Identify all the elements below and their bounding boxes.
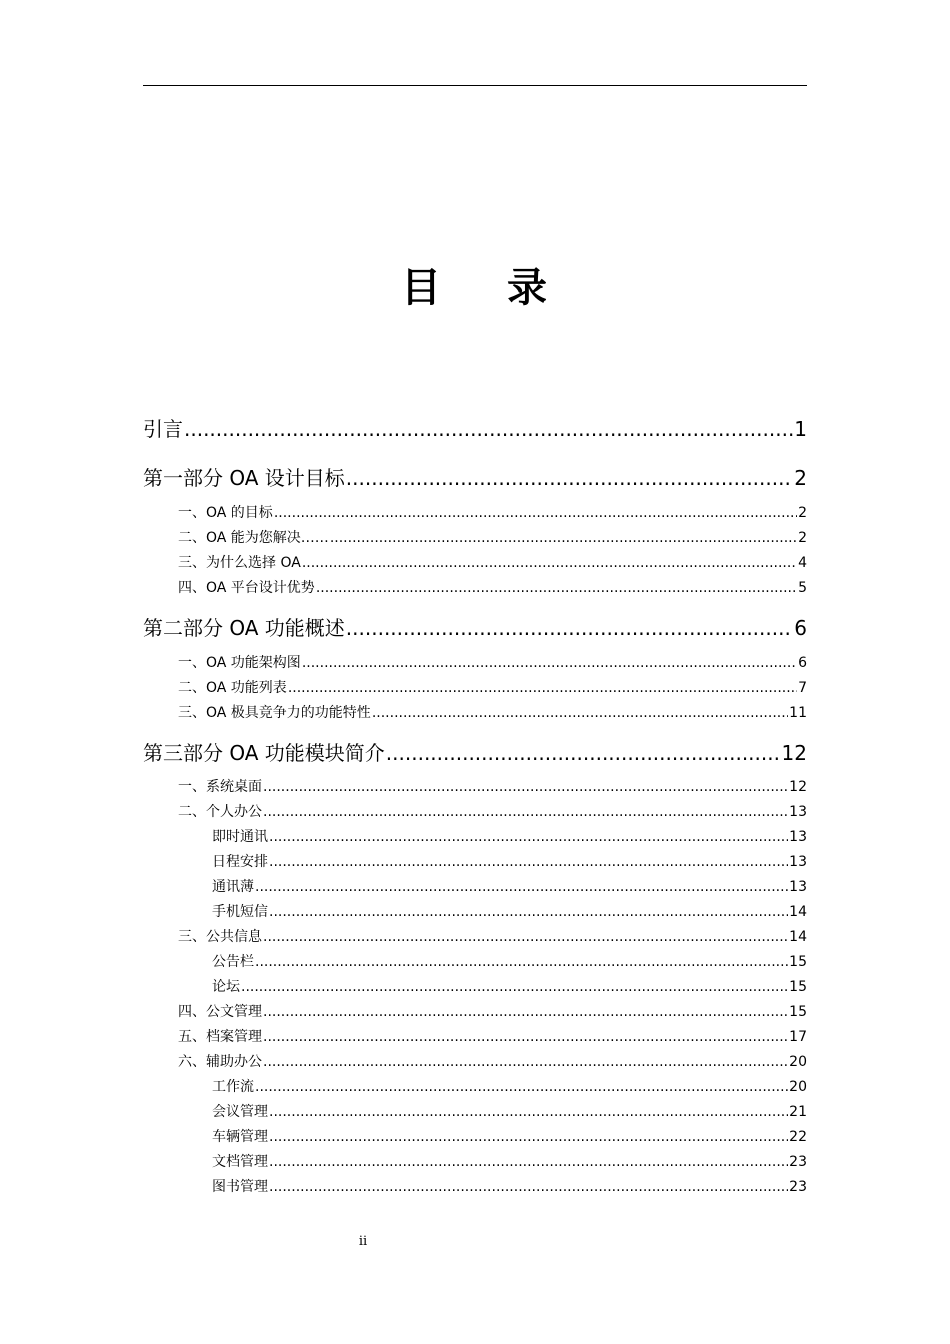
toc-entry-label: 三、为什么选择 OA xyxy=(178,555,301,571)
toc-entry[interactable] xyxy=(212,951,807,971)
dot-leader xyxy=(263,779,788,795)
toc-entry[interactable] xyxy=(178,776,807,796)
toc-entry-page-number: 20 xyxy=(789,1054,807,1070)
toc-entry-page-number: 14 xyxy=(789,929,807,945)
toc-entry[interactable] xyxy=(143,462,807,491)
toc-entry[interactable] xyxy=(178,652,807,672)
toc-entry-label: 三、公共信息 xyxy=(178,929,262,945)
toc-entry-label: 第三部分 OA 功能模块简介 xyxy=(143,741,385,765)
dot-leader xyxy=(184,417,793,441)
dot-leader xyxy=(263,929,788,945)
dot-leader xyxy=(386,741,781,765)
toc-entry[interactable] xyxy=(212,901,807,921)
toc-entry-page-number: 6 xyxy=(798,655,807,671)
toc-entry-label: 通讯薄 xyxy=(212,879,254,895)
toc-entry-label: 五、档案管理 xyxy=(178,1029,262,1045)
dot-leader xyxy=(255,954,788,970)
page-number: ii xyxy=(358,1234,368,1249)
dot-leader xyxy=(269,1154,788,1170)
toc-entry-label: 车辆管理 xyxy=(212,1129,268,1145)
toc-entry-page-number: 2 xyxy=(798,505,807,521)
toc-entry[interactable] xyxy=(178,552,807,572)
toc-entry-page-number: 22 xyxy=(789,1129,807,1145)
toc-entry-page-number: 23 xyxy=(789,1179,807,1195)
toc-entry[interactable] xyxy=(143,612,807,641)
toc-entry-label: 一、系统桌面 xyxy=(178,779,262,795)
toc-entry-label: 公告栏 xyxy=(212,954,254,970)
dot-leader xyxy=(274,505,797,521)
toc-entry[interactable] xyxy=(212,826,807,846)
dot-leader xyxy=(330,530,797,546)
toc-entry[interactable] xyxy=(212,1126,807,1146)
title-char-2: 录 xyxy=(507,265,549,311)
toc-entry-label: 一、OA 的目标 xyxy=(178,505,273,521)
dot-leader xyxy=(269,904,788,920)
toc-entry-label: 六、辅助办公 xyxy=(178,1054,262,1070)
dot-leader xyxy=(263,1029,788,1045)
toc-entry[interactable] xyxy=(178,502,807,522)
toc-entry-page-number: 2 xyxy=(794,466,807,490)
toc-entry-page-number: 15 xyxy=(789,954,807,970)
toc-entry-page-number: 2 xyxy=(798,530,807,546)
toc-entry-label: 二、个人办公 xyxy=(178,804,262,820)
dot-leader xyxy=(288,680,797,696)
toc-entry-label: 工作流 xyxy=(212,1079,254,1095)
toc-entry-page-number: 1 xyxy=(794,417,807,441)
toc-entry-label: 引言 xyxy=(143,417,183,441)
toc-entry[interactable] xyxy=(178,702,807,722)
toc-entry-page-number: 7 xyxy=(798,680,807,696)
toc-entry-page-number: 20 xyxy=(789,1079,807,1095)
toc-entry-label: 会议管理 xyxy=(212,1104,268,1120)
toc-entry[interactable] xyxy=(212,1176,807,1196)
toc-entry-page-number: 17 xyxy=(789,1029,807,1045)
toc-entry-label: 一、OA 功能架构图 xyxy=(178,655,301,671)
toc-entry[interactable] xyxy=(178,1026,807,1046)
dot-leader xyxy=(316,580,797,596)
dot-leader xyxy=(302,555,797,571)
dot-leader xyxy=(269,1129,788,1145)
toc-entry-page-number: 21 xyxy=(789,1104,807,1120)
dot-leader xyxy=(269,1104,788,1120)
header-rule xyxy=(143,85,807,86)
dot-leader xyxy=(263,1054,788,1070)
toc-entry-page-number: 5 xyxy=(798,580,807,596)
toc-entry[interactable] xyxy=(178,801,807,821)
title-char-1: 目 xyxy=(401,265,443,311)
toc-entry-page-number: 13 xyxy=(789,829,807,845)
page-title xyxy=(0,256,950,313)
toc-entry[interactable] xyxy=(212,1076,807,1096)
toc-entry-page-number: 15 xyxy=(789,979,807,995)
toc-entry[interactable] xyxy=(143,413,807,442)
toc-entry-label: 即时通讯 xyxy=(212,829,268,845)
dot-leader xyxy=(269,854,788,870)
toc-entry-label: 第一部分 OA 设计目标 xyxy=(143,466,345,490)
toc-entry-page-number: 12 xyxy=(781,741,807,765)
toc-entry-label: 二、OA 功能列表 xyxy=(178,680,287,696)
toc-entry-page-number: 23 xyxy=(789,1154,807,1170)
toc-entry[interactable] xyxy=(178,1001,807,1021)
toc-entry-label: 日程安排 xyxy=(212,854,268,870)
toc-entry-label: 四、OA 平台设计优势 xyxy=(178,580,315,596)
toc-entry-label: 手机短信 xyxy=(212,904,268,920)
toc-entry-page-number: 11 xyxy=(789,705,807,721)
toc-entry-page-number: 12 xyxy=(789,779,807,795)
toc-entry-label: 图书管理 xyxy=(212,1179,268,1195)
dot-leader xyxy=(269,829,788,845)
toc-entry[interactable] xyxy=(178,677,807,697)
dot-leader xyxy=(302,655,797,671)
toc-entry[interactable] xyxy=(212,976,807,996)
toc-entry-label: 二、OA 能为您解决…… xyxy=(178,530,329,546)
toc-entry[interactable] xyxy=(178,1051,807,1071)
dot-leader xyxy=(372,705,788,721)
dot-leader xyxy=(263,804,788,820)
dot-leader xyxy=(269,1179,788,1195)
dot-leader xyxy=(346,466,793,490)
toc-entry-label: 三、OA 极具竞争力的功能特性 xyxy=(178,705,371,721)
toc-entry-page-number: 4 xyxy=(798,555,807,571)
toc-entry-page-number: 15 xyxy=(789,1004,807,1020)
dot-leader xyxy=(241,979,788,995)
dot-leader xyxy=(255,1079,788,1095)
dot-leader xyxy=(346,616,793,640)
toc-entry[interactable] xyxy=(212,851,807,871)
toc-entry[interactable] xyxy=(212,1151,807,1171)
toc-entry-label: 第二部分 OA 功能概述 xyxy=(143,616,345,640)
toc-entry[interactable] xyxy=(212,876,807,896)
toc-entry[interactable] xyxy=(178,926,807,946)
dot-leader xyxy=(255,879,788,895)
toc-entry[interactable] xyxy=(178,577,807,597)
toc-entry-page-number: 6 xyxy=(794,616,807,640)
toc-entry-page-number: 13 xyxy=(789,879,807,895)
toc-entry-page-number: 14 xyxy=(789,904,807,920)
dot-leader xyxy=(263,1004,788,1020)
toc-entry-page-number: 13 xyxy=(789,854,807,870)
toc-entry-label: 四、公文管理 xyxy=(178,1004,262,1020)
toc-entry[interactable] xyxy=(178,527,807,547)
toc-entry-label: 论坛 xyxy=(212,979,240,995)
toc-entry-label: 文档管理 xyxy=(212,1154,268,1170)
toc-entry[interactable] xyxy=(143,737,807,766)
toc-entry-page-number: 13 xyxy=(789,804,807,820)
toc-entry[interactable] xyxy=(212,1101,807,1121)
